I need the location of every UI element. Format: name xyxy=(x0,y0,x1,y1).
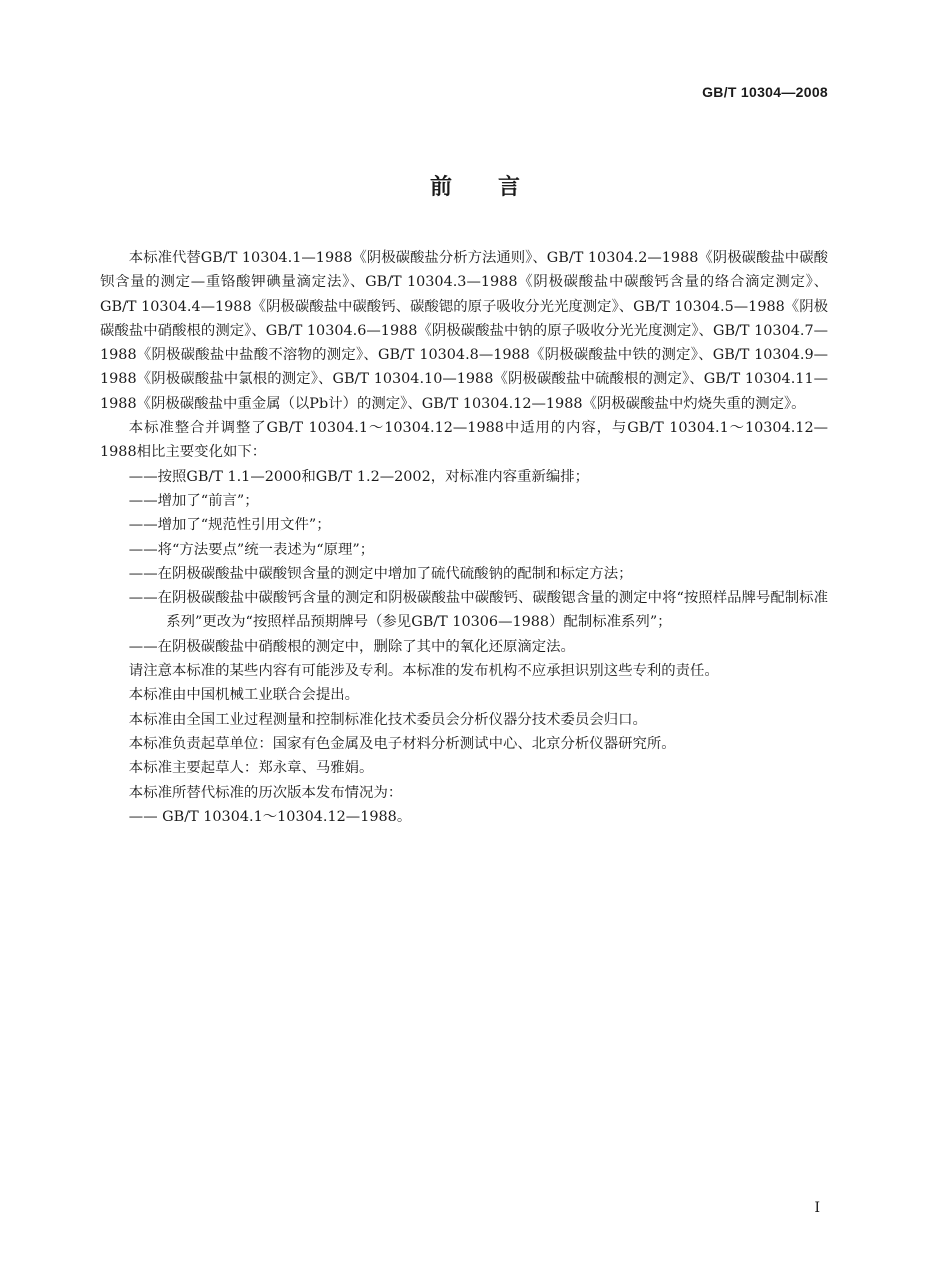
replacement-paragraph: 本标准代替GB/T 10304.1—1988《阴极碳酸盐分析方法通则》、GB/T 10304.2—1988《阴极碳酸盐中碳酸钡含量的测定—重铬酸钾碘量滴定法》、GB/T 10304.3—1988《阴极碳酸盐中碳酸钙含量的络合滴定测定》、GB/T 10304.4—1988《阴极碳酸盐中碳酸钙、碳酸锶的原子吸收分光光度测定》、GB/T 10304.5—1988《阴极碳酸盐中硝酸根的测定》、GB/T 10304.6—1988《阴极碳酸盐中钠的原子吸收分光光度测定》、GB/T 10304.7—1988《阴极碳酸盐中盐酸不溶物的测定》、GB/T 10304.8—1988《阴极碳酸盐中铁的测定》、GB/T 10304.9—1988《阴极碳酸盐中氯根的测定》、GB/T 10304.10—1988《阴极碳酸盐中硫酸根的测定》、GB/T 10304.11—1988《阴极碳酸盐中重金属（以Pb计）的测定》、GB/T 10304.12—1988《阴极碳酸盐中灼烧失重的测定》。 xyxy=(100,250,828,412)
integration-paragraph: 本标准整合并调整了GB/T 10304.1～10304.12—1988中适用的内容，与GB/T 10304.1～10304.12—1988相比主要变化如下： xyxy=(100,420,828,461)
history-item: —— GB/T 10304.1～10304.12—1988。 xyxy=(128,808,412,825)
drafters-statement: 本标准主要起草人：郑永章、马雅娟。 xyxy=(128,760,374,777)
patent-notice: 请注意本标准的某些内容有可能涉及专利。本标准的发布机构不应承担识别这些专利的责任。 xyxy=(128,663,719,680)
proposer-statement: 本标准由中国机械工业联合会提出。 xyxy=(128,687,360,704)
change-item: ——在阴极碳酸盐中碳酸钙含量的测定和阴极碳酸盐中碳酸钙、碳酸锶含量的测定中将“按照样品牌号配制标准系列”更改为“按照样品预期牌号（参见GB/T 10306—1988）配制标准系列”； xyxy=(128,590,828,631)
page-title: 前言 xyxy=(429,175,566,200)
change-item: ——在阴极碳酸盐中硝酸根的测定中，删除了其中的氧化还原滴定法。 xyxy=(128,638,575,655)
change-item: ——增加了“规范性引用文件”； xyxy=(128,517,331,534)
page-number: I xyxy=(814,1200,820,1216)
committee-statement: 本标准由全国工业过程测量和控制标准化技术委员会分析仪器分技术委员会归口。 xyxy=(128,711,647,728)
change-item: ——在阴极碳酸盐中碳酸钡含量的测定中增加了硫代硫酸钠的配制和标定方法； xyxy=(128,565,633,582)
foreword-body xyxy=(100,246,828,829)
change-item: ——增加了“前言”； xyxy=(128,492,259,509)
change-item: ——按照GB/T 1.1—2000和GB/T 1.2—2002，对标准内容重新编排； xyxy=(128,468,590,485)
standard-code: GB/T 10304—2008 xyxy=(702,84,828,100)
history-intro: 本标准所替代标准的历次版本发布情况为： xyxy=(128,784,403,801)
change-item: ——将“方法要点”统一表述为“原理”； xyxy=(128,541,375,558)
drafting-units-statement: 本标准负责起草单位：国家有色金属及电子材料分析测试中心、北京分析仪器研究所。 xyxy=(128,735,676,752)
